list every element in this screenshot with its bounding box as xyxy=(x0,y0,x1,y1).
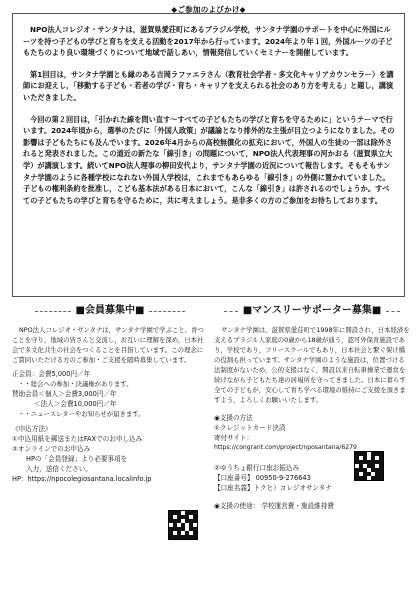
bank-account-number: 【口座番号】 00950-9-276643 xyxy=(214,474,311,482)
apply-item-mail-fax: ①申込用紙を郵送またはFAXでのお申し込み xyxy=(12,435,143,443)
intro-paragraph-2: 第1回目は，サンタナ学園とも縁のある吉岡ラファエラさん（教育社会学者・多文化キャリアカウンセラー）を講師にお迎えし，「移動する子ども・若者の学び・育ち・キャリアを支えられる社会のあり方を考える」と題し，講演いただきました。 xyxy=(23,69,394,102)
membership-description: NPO法人コレジオ・サンタナは，サンタナ学園で学ぶこと，育つことを守り，地域の皆さんと交流し，お互いに理解を深め，日本社会で多文化共生の社会をつくることを目指しています。この理念にご賛同いただける方のご参加・ご支援を随時募集しています。 xyxy=(12,326,204,364)
membership-section xyxy=(12,303,208,484)
membership-title-row xyxy=(12,303,208,319)
donation-site-url[interactable]: https://congrant.com/project/nposantana/6279 xyxy=(214,444,357,451)
support-use-label: ◉支援の使途： xyxy=(214,502,260,510)
intro-box xyxy=(12,13,405,297)
title-dash-left xyxy=(35,311,71,312)
donation-site-label: 寄付サイト： xyxy=(214,434,254,442)
invitation-heading: ◆ご参加のよびかけ◆ xyxy=(171,5,246,14)
fee-regular-note: ・・総会への参加・決議権があります。 xyxy=(18,380,133,388)
title-dash-right xyxy=(386,311,400,312)
supporter-description: サンタナ学園は，滋賀県愛荘町で1998年に開設され，日本経済を支えるブラジル人家庭の0歳から18歳が通う，認可外保育施設であり，学校であり，フリースクールでもあり，日本社会と繋ぐ架け橋の役割も担っています。サンタナ学園のような施設は，位置づける法制度がないため，公的支援はなく，開設以来自転車操業で運営を続けながら子どもたち達の居場所を守ってきました。日本に暮らす全ての子どもが，安心して育ち学べる環境の維持にご支援を頂きますよう，よろしくお願いいたします。 xyxy=(214,326,410,404)
support-use-row xyxy=(214,501,410,511)
intro-paragraph-3: 今回の第２回目は，「引かれた線を問い直す〜すべての子どもたちの学びと育ちを守るために」というテーマで行います。2024年頃から，選挙のたびに「外国人政策」が議論となり排外的な主張が目立つようになりました。その影響は子どもたちにも及んでいます。2026年4月からの高校無償化の拡充において，外国人の生徒の一部は除外されると発表されました。この道近の新たな「線引き」の問題について，NPO法人代表理事の河かおる（滋賀県立大学）が講演します。続いてNPO法人理事の柳田安代より，サンタナ学園の近況について報告します。そもそもサンタナ学園のように各種学校になれない外国人学校は，これまでもあらゆる「線引き」の外側に置かれていました。子どもの権利条約を批准し，こども基本法がある日本において，こんな「線引き」は許されるのでしょうか。すべての子どもたちの学びと育ちを守るために，共に考えましょう。是非多くの方のご参加をお待ちしております。 xyxy=(23,114,395,205)
bank-transfer-label: ②ゆうちょ銀行口座お振込み xyxy=(214,464,300,472)
support-method-label: ◉支援の方法 xyxy=(214,414,253,422)
fee-regular: 正会員：会費5,000円／年 xyxy=(12,370,91,378)
supporter-section xyxy=(214,303,410,511)
bank-account-name: 【口座名義】トクヒ）コレジオサンタナ xyxy=(214,484,332,492)
intro-paragraph-1: NPO法人コレジオ・サンタナは，滋賀県愛荘町にあるブラジル学校，サンタナ学園のサポートを中心に外国にルーツを持つ子どもの学びと育ちを支える活動を2017年から行っています。2024年より年１回，外国ルーツの子どもたちのより良い環境づくりについて地域で話しあい，情報発信していくセミナーを開催しています。 xyxy=(23,25,393,58)
membership-fee-list xyxy=(12,369,208,419)
fee-supporting-corporate: ＜法人＞会費10,000円／年 xyxy=(34,400,117,408)
credit-card-label: ①クレジットカード決済 xyxy=(214,424,286,432)
apply-online-instruction-1: HPの「会員登録」より必要事項を xyxy=(26,455,128,463)
supporter-title-row xyxy=(214,303,410,319)
apply-item-online: ②オンラインでのお申込み xyxy=(12,445,91,453)
membership-title: ■会員募集中■ xyxy=(75,305,145,316)
fee-supporting-note: ・・ニュースレターやお知らせが届きます。 xyxy=(18,410,145,418)
fee-supporting-individual: 賛助会員＜個人＞会費3,000円／年 xyxy=(12,390,117,398)
membership-qr-code[interactable] xyxy=(168,510,198,540)
donation-qr-code[interactable] xyxy=(354,451,384,481)
apply-online-instruction-2: 入力，送信ください。 xyxy=(26,465,92,473)
title-dash-left xyxy=(224,311,238,312)
supporter-title: ■マンスリーサポーター募集■ xyxy=(242,305,382,316)
title-dash-right xyxy=(149,311,185,312)
homepage-url[interactable]: HP：https://npocolegiosantana.localinfo.jp xyxy=(12,475,152,483)
apply-method-label: 《申込方法》 xyxy=(12,425,52,433)
support-use-text: 学校運営費・施設維持費 xyxy=(261,502,334,510)
